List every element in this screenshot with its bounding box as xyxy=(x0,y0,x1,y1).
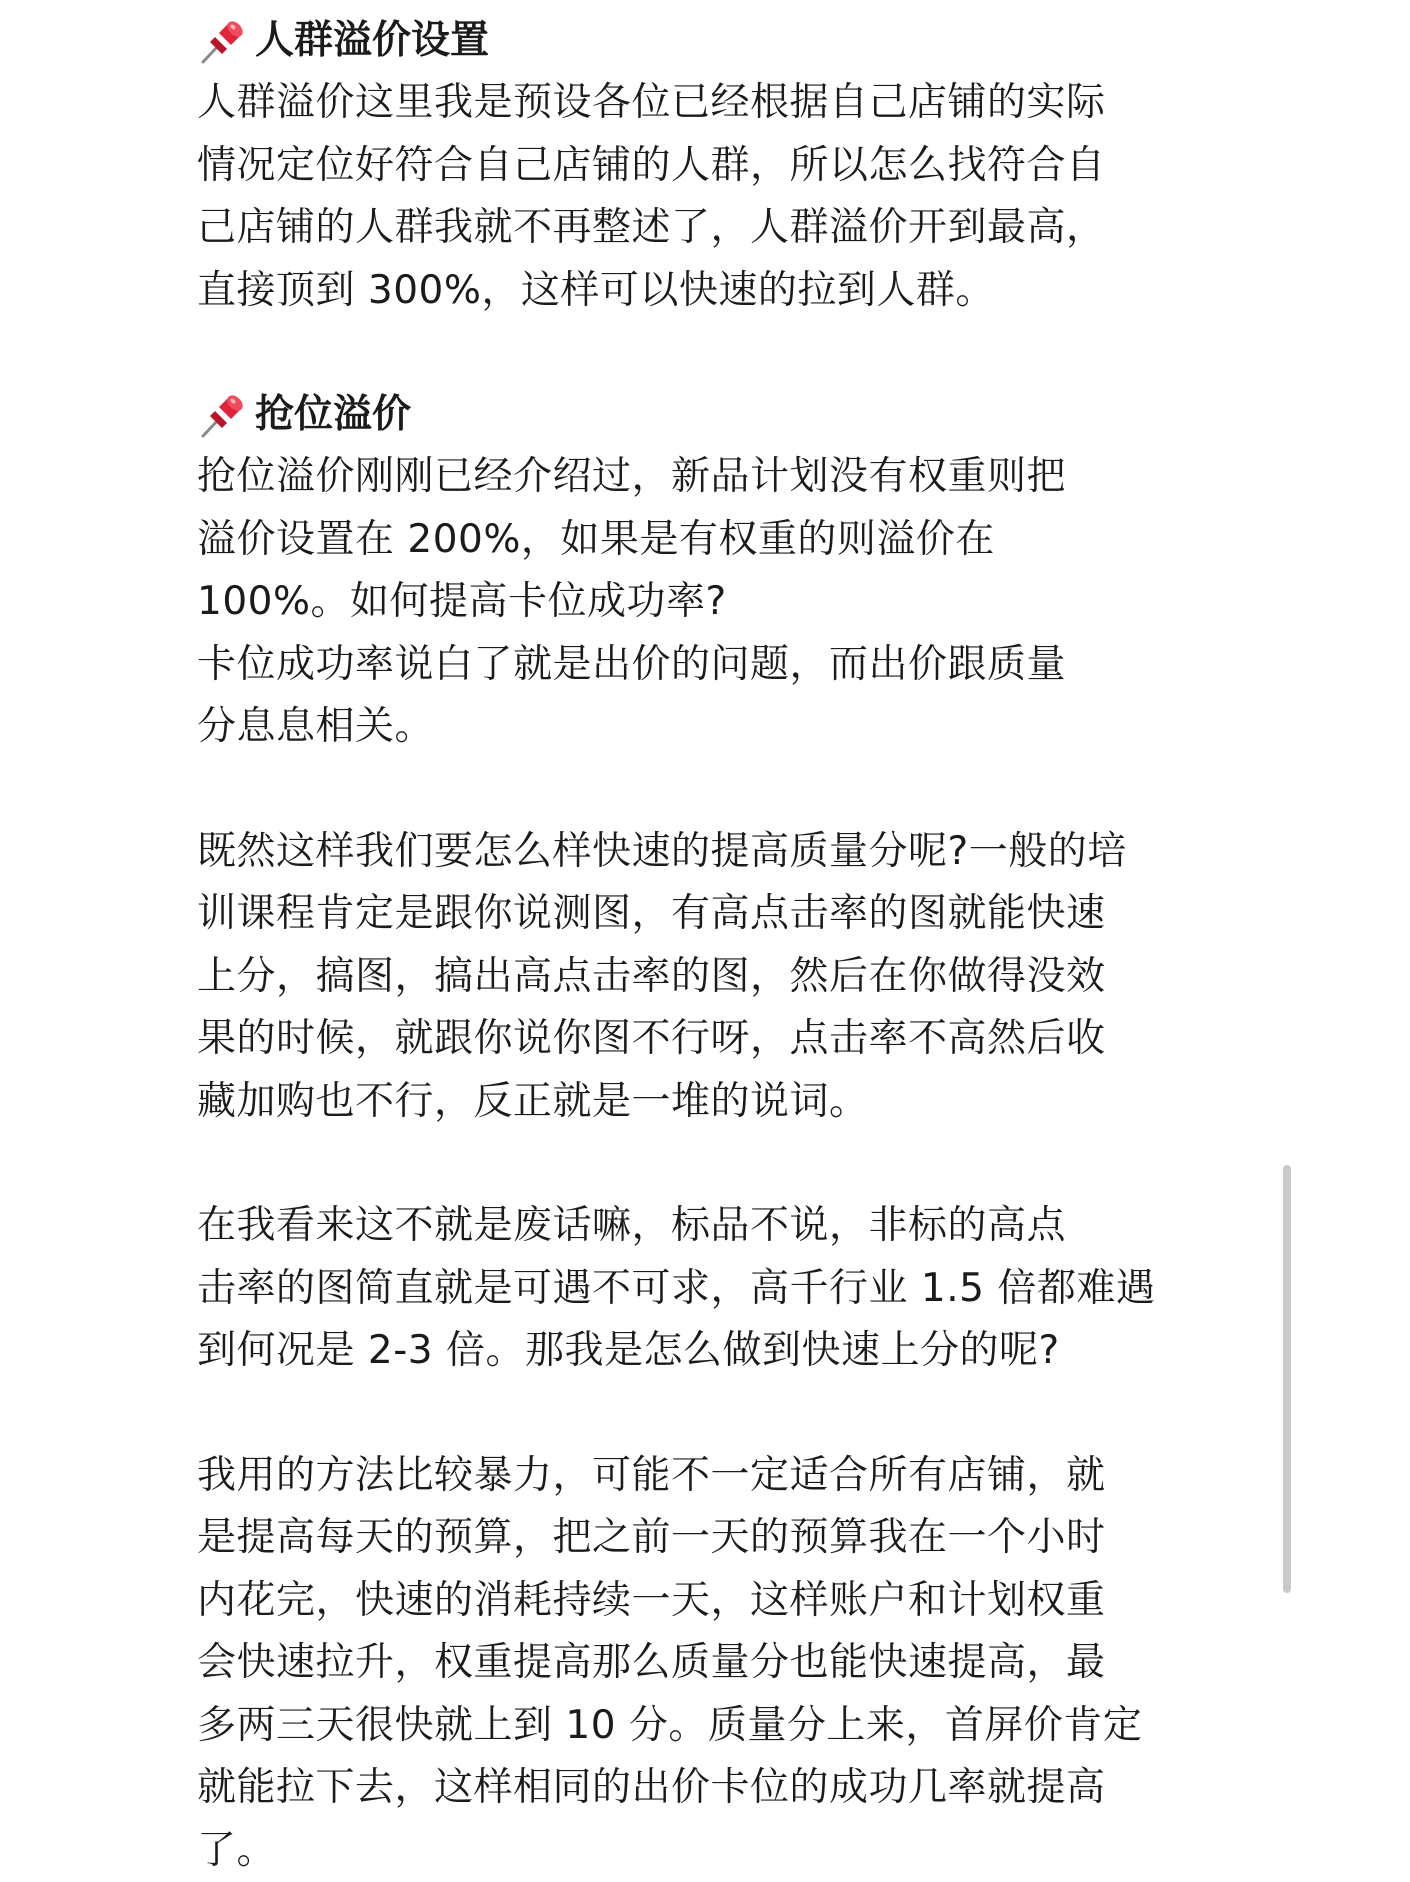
text-line: 分息息相关。 xyxy=(197,696,1257,759)
paragraph xyxy=(197,821,1257,1134)
section-heading-crowd-premium xyxy=(197,10,1257,72)
text-line: 在我看来这不就是废话嘛，标品不说，非标的高点 xyxy=(197,1195,1257,1258)
section-heading-text: 抢位溢价 xyxy=(255,384,411,446)
text-line: 会快速拉升，权重提高那么质量分也能快速提高，最 xyxy=(197,1632,1257,1695)
section-heading-text: 人群溢价设置 xyxy=(255,10,489,72)
text-line: 己店铺的人群我就不再整述了，人群溢价开到最高， xyxy=(197,197,1257,260)
pushpin-icon xyxy=(197,15,249,67)
text-line: 内花完，快速的消耗持续一天，这样账户和计划权重 xyxy=(197,1570,1257,1633)
text-line: 我用的方法比较暴力，可能不一定适合所有店铺，就 xyxy=(197,1445,1257,1508)
vertical-scrollbar[interactable] xyxy=(1283,1165,1291,1593)
text-line: 情况定位好符合自己店铺的人群，所以怎么找符合自 xyxy=(197,135,1257,198)
text-line: 人群溢价这里我是预设各位已经根据自己店铺的实际 xyxy=(197,72,1257,135)
text-line: 果的时候，就跟你说你图不行呀，点击率不高然后收 xyxy=(197,1008,1257,1071)
text-line: 就能拉下去，这样相同的出价卡位的成功几率就提高 xyxy=(197,1757,1257,1820)
text-line: 溢价设置在 200%，如果是有权重的则溢价在 xyxy=(197,509,1257,572)
text-line: 到何况是 2-3 倍。那我是怎么做到快速上分的呢? xyxy=(197,1320,1257,1383)
text-line: 上分，搞图，搞出高点击率的图，然后在你做得没效 xyxy=(197,946,1257,1009)
paragraph xyxy=(197,1445,1257,1882)
pushpin-icon xyxy=(197,389,249,441)
text-line: 卡位成功率说白了就是出价的问题，而出价跟质量 xyxy=(197,634,1257,697)
text-line: 既然这样我们要怎么样快速的提高质量分呢?一般的培 xyxy=(197,821,1257,884)
text-line: 直接顶到 300%，这样可以快速的拉到人群。 xyxy=(197,260,1257,323)
text-line: 多两三天很快就上到 10 分。质量分上来，首屏价肯定 xyxy=(197,1695,1257,1758)
text-line: 藏加购也不行，反正就是一堆的说词。 xyxy=(197,1071,1257,1134)
text-line: 训课程肯定是跟你说测图，有高点击率的图就能快速 xyxy=(197,883,1257,946)
section-heading-position-premium xyxy=(197,384,1257,446)
text-line: 抢位溢价刚刚已经介绍过，新品计划没有权重则把 xyxy=(197,446,1257,509)
paragraph xyxy=(197,446,1257,759)
text-line: 是提高每天的预算，把之前一天的预算我在一个小时 xyxy=(197,1507,1257,1570)
paragraph xyxy=(197,1195,1257,1383)
text-line: 了。 xyxy=(197,1820,1257,1882)
document-body xyxy=(197,10,1257,1882)
paragraph xyxy=(197,72,1257,322)
text-line: 100%。如何提高卡位成功率? xyxy=(197,571,1257,634)
text-line: 击率的图简直就是可遇不可求，高千行业 1.5 倍都难遇 xyxy=(197,1258,1257,1321)
